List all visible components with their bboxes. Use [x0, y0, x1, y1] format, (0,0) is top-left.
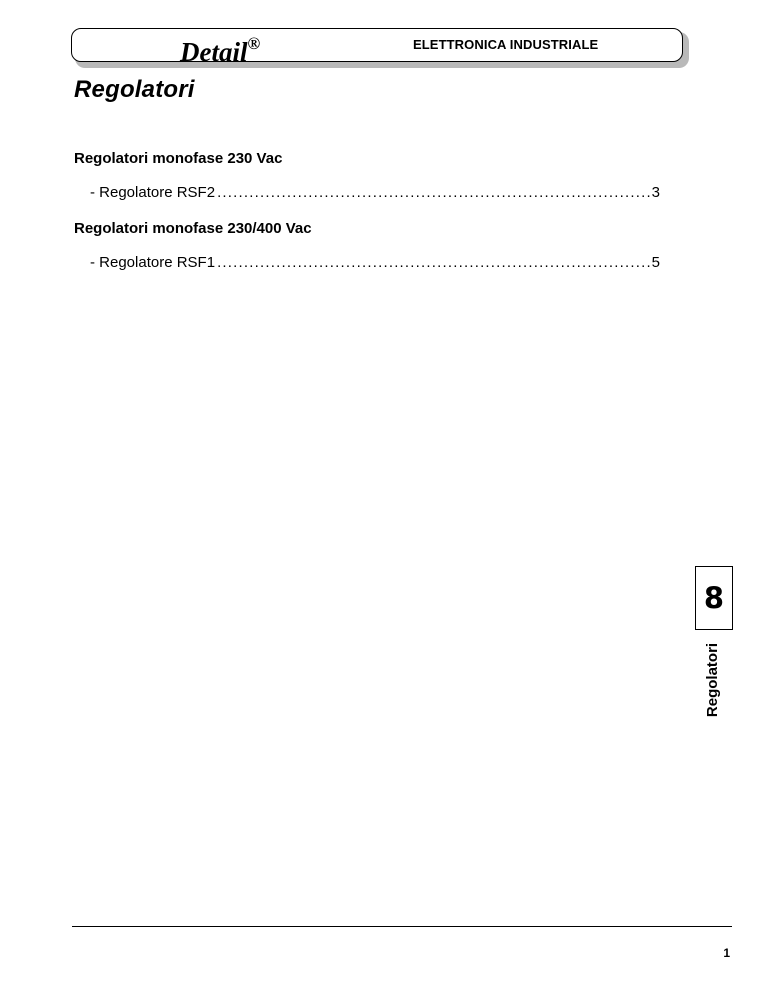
brand-tagline: ELETTRONICA INDUSTRIALE: [413, 37, 599, 52]
table-of-contents: [74, 148, 660, 288]
page-number: 1: [723, 946, 730, 960]
dot-leader: [217, 252, 650, 273]
chapter-side-label: Regolatori: [704, 642, 721, 718]
brand-logo: Detail®: [180, 34, 261, 67]
footer-divider: [72, 926, 732, 927]
toc-heading: Regolatori monofase 230/400 Vac: [74, 220, 312, 237]
toc-entry[interactable]: [74, 252, 660, 273]
toc-entry-page: 3: [651, 184, 660, 201]
section-title: Regolatori: [74, 76, 195, 103]
chapter-number-tab: 8: [695, 566, 733, 630]
toc-entry-label: - Regolatore RSF2: [90, 184, 216, 201]
toc-heading: Regolatori monofase 230 Vac: [74, 150, 283, 167]
toc-entry[interactable]: [74, 182, 660, 203]
toc-entry-page: 5: [651, 254, 660, 271]
dot-leader: [217, 182, 650, 203]
toc-entry-label: - Regolatore RSF1: [90, 254, 216, 271]
